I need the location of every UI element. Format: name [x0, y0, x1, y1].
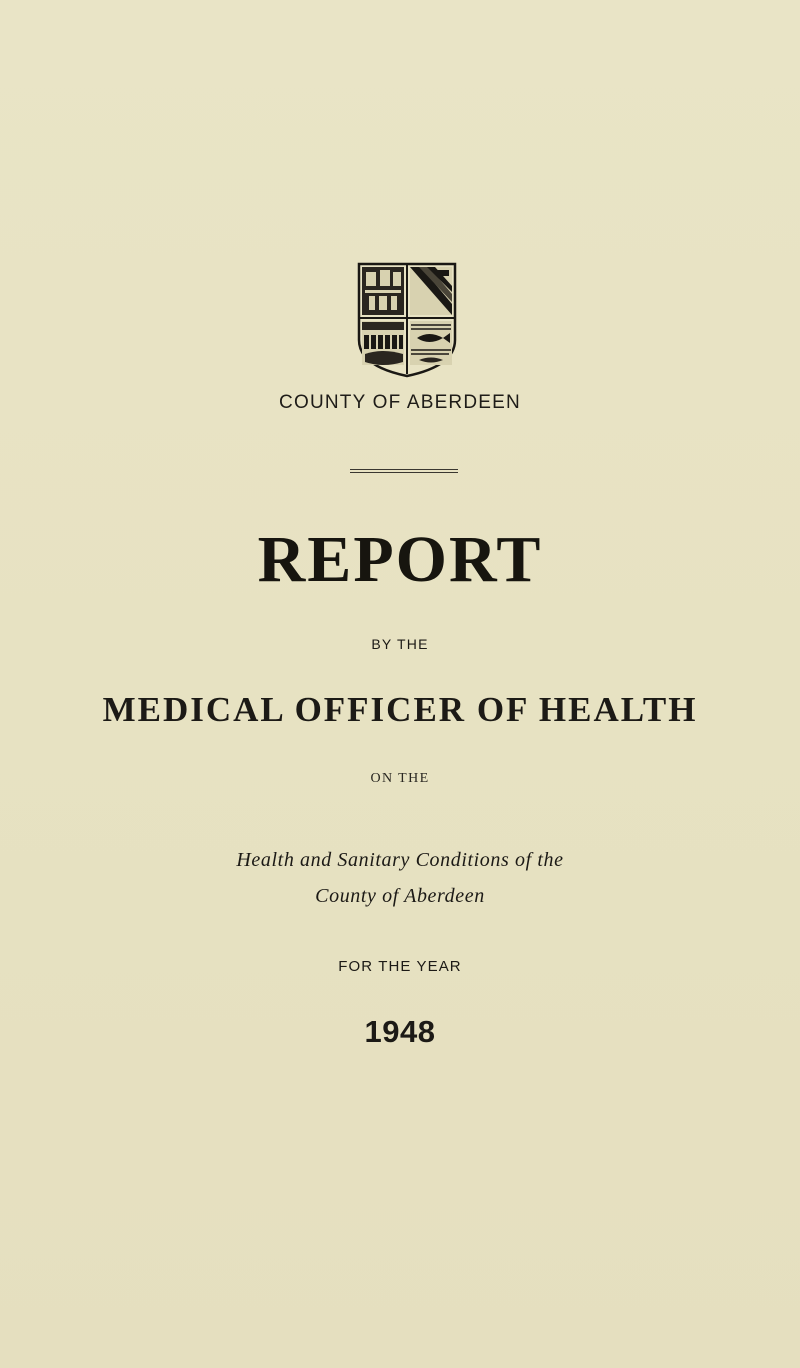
- by-the-label: BY THE: [371, 636, 429, 652]
- on-the-label: ON THE: [370, 771, 430, 786]
- report-title: REPORT: [257, 523, 543, 596]
- officer-title: MEDICAL OFFICER OF HEALTH: [102, 690, 698, 729]
- double-rule-divider: [350, 469, 458, 473]
- county-heading: COUNTY OF ABERDEEN: [279, 392, 521, 413]
- for-the-year-label: FOR THE YEAR: [338, 958, 462, 975]
- subject-line-1: Health and Sanitary Conditions of the: [236, 849, 564, 871]
- subject-line-2: County of Aberdeen: [315, 885, 485, 907]
- coat-of-arms-icon: [357, 262, 457, 378]
- report-year: 1948: [364, 1014, 436, 1049]
